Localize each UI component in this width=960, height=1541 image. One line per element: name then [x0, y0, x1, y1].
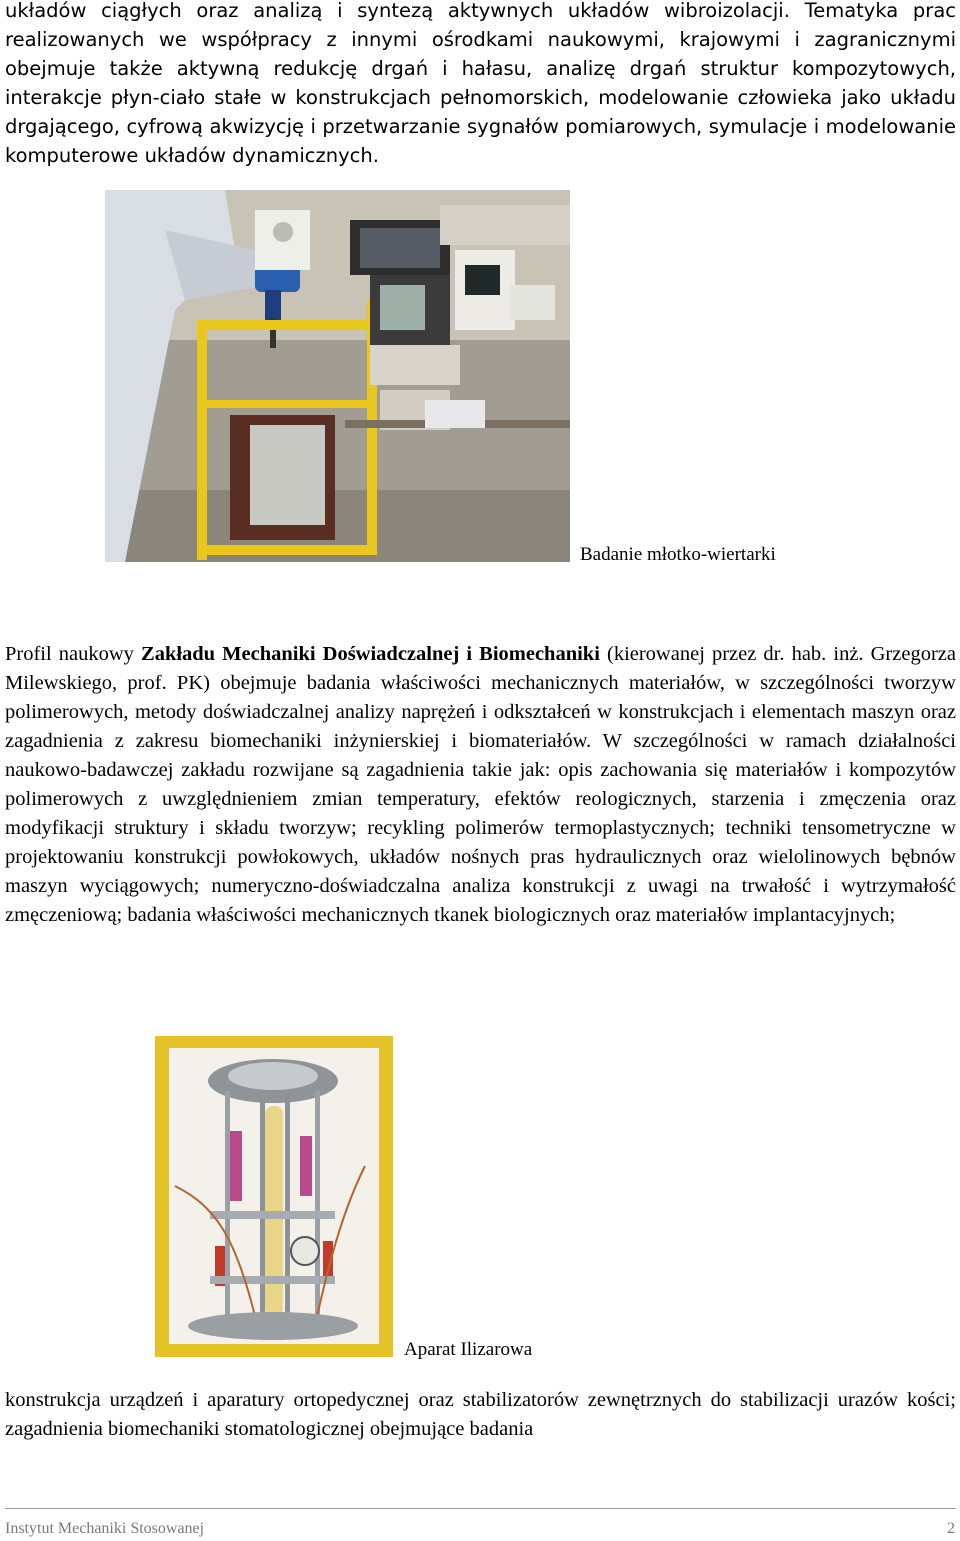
profile-lead: Profil naukowy — [5, 643, 142, 665]
figure1-caption: Badanie młotko-wiertarki — [580, 544, 776, 565]
closing-paragraph: konstrukcja urządzeń i aparatury ortopedycznej oraz stabilizatorów zewnętrznych do stabilizacji urazów kości; zagadnienia biomechaniki stomatologicznej obejmujące badania — [5, 1389, 956, 1440]
hammer-drill-test-photo — [105, 190, 570, 562]
footer-institute: Instytut Mechaniki Stosowanej — [5, 1520, 205, 1537]
ilizarov-apparatus-photo — [155, 1036, 393, 1357]
footer-page-number: 2 — [947, 1520, 955, 1537]
intro-paragraph: układów ciągłych oraz analizą i syntezą aktywnych układów wibroizolacji. Tematyka prac realizowanych we współpracy z innymi ośrodkami naukowymi, krajowymi i zagranicznymi obejmuje także aktywną redukcję drgań i hałasu, analizę drgań struktur kompozytowych, interakcje płyn-ciało stałe w konstrukcjach pełnomorskich, modelowanie człowieka jako układu drgającego, cyfrową akwizycję i przetwarzanie sygnałów pomiarowych, symulacje i modelowanie komputerowe układów dynamicznych. — [5, 0, 956, 167]
profile-paragraph — [5, 640, 956, 930]
department-name: Zakładu Mechaniki Doświadczalnej i Biomechaniki — [141, 643, 600, 665]
footer-divider — [5, 1508, 956, 1509]
figure2-caption: Aparat Ilizarowa — [404, 1339, 533, 1360]
profile-rest: (kierowanej przez dr. hab. inż. Grzegorza Milewskiego, prof. PK) obejmuje badania właściwości mechanicznych materiałów, w szczególności tworzyw polimerowych, metody doświadczalnej analizy naprężeń i odkształceń w konstrukcjach i elementach maszyn oraz zagadnienia z zakresu biomechaniki inżynierskiej i biomateriałów. W szczególności w ramach działalności naukowo-badawczej zakładu rozwijane są zagadnienia takie jak: opis zachowania się materiałów i kompozytów polimerowych z uwzględnieniem zmian temperatury, efektów reologicznych, starzenia i zmęczenia oraz modyfikacji struktury i składu tworzyw; recykling polimerów termoplastycznych; techniki tensometryczne w projektowaniu konstrukcji powłokowych, układów nośnych pras hydraulicznych oraz wielolinowych bębnów maszyn wyciągowych; numeryczno-doświadczalna analiza konstrukcji z uwagi na trwałość i wytrzymałość zmęczeniową; badania właściwości mechanicznych tkanek biologicznych oraz materiałów implantacyjnych; — [5, 643, 956, 926]
